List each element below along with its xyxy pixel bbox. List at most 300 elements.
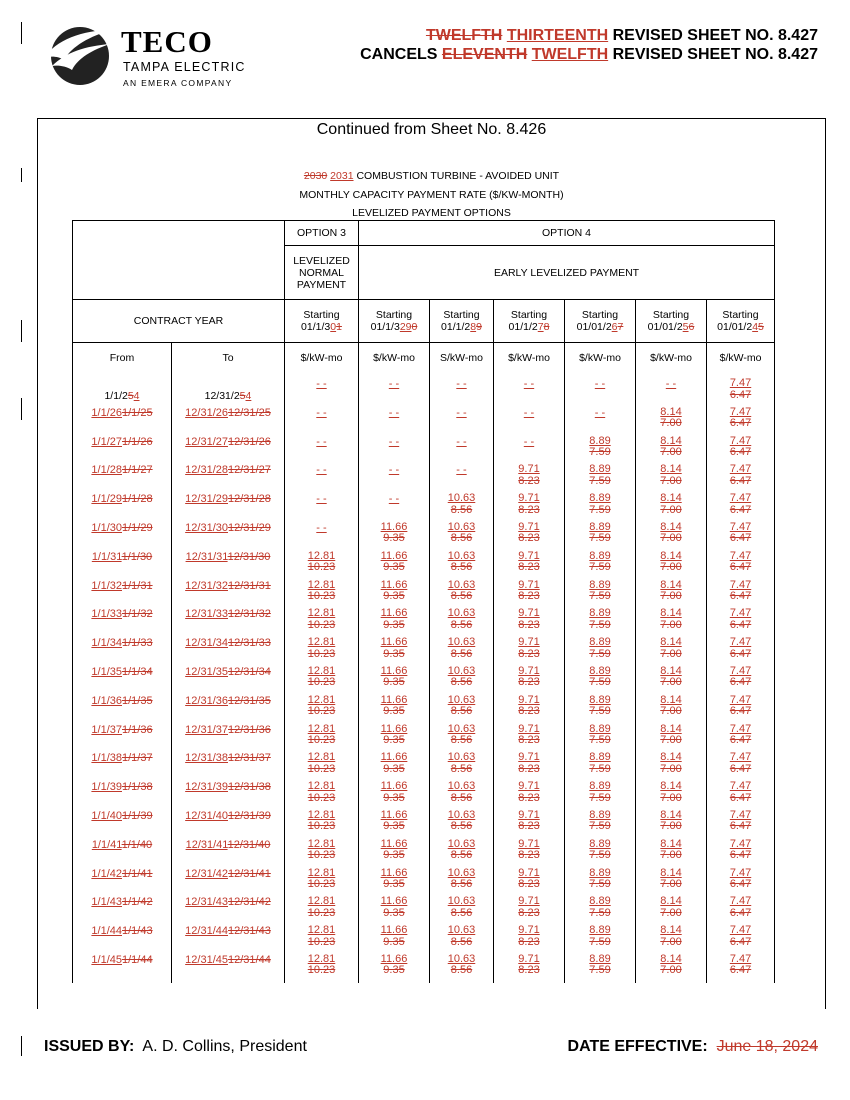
to-cell <box>172 868 285 897</box>
rate-value <box>308 608 336 631</box>
old-rate: 8.23 <box>518 561 540 574</box>
starting-date: 01/1/301 <box>301 321 342 333</box>
from-cell <box>73 378 172 407</box>
rate-value <box>660 551 681 574</box>
old-rate: 7.00 <box>660 417 682 430</box>
old-date: 12/31/37 <box>228 752 271 765</box>
starting-date: 01/01/256 <box>647 321 695 333</box>
old-rate: 10.23 <box>307 647 336 660</box>
rate-cell <box>707 378 775 407</box>
rate-value <box>589 781 610 804</box>
deleted-digit: 5 <box>239 390 246 402</box>
inserted-digit: 5 <box>682 321 689 333</box>
to-date <box>185 753 271 765</box>
table-row <box>73 954 775 983</box>
dash: - - <box>456 464 467 477</box>
rate-cell <box>707 781 775 810</box>
rate-cell <box>636 522 707 551</box>
from-cell <box>73 436 172 465</box>
rate-value <box>660 810 681 833</box>
rate-cell <box>707 608 775 637</box>
dash: - - <box>316 464 327 477</box>
dash: - - <box>316 406 327 419</box>
dash: - - <box>523 378 535 390</box>
rate-value <box>660 608 681 631</box>
new-rate: 11.66 <box>380 781 408 793</box>
old-rate: 6.47 <box>729 647 752 660</box>
from-date <box>91 523 152 535</box>
new-rate: 9.71 <box>518 953 540 965</box>
new-rate: 8.14 <box>660 694 682 706</box>
from-date <box>91 869 152 881</box>
dash: - - <box>388 435 400 448</box>
rate-value <box>660 580 681 603</box>
rate-value <box>456 379 466 391</box>
new-rate: 8.14 <box>660 493 682 505</box>
old-date: 12/31/44 <box>228 953 271 966</box>
old-rate: 7.00 <box>660 878 682 891</box>
rate-value <box>589 925 610 948</box>
levelized-normal-header <box>285 246 359 300</box>
new-rate: 8.89 <box>589 694 611 706</box>
rate-value <box>308 580 336 603</box>
new-rate: 7.47 <box>729 809 752 821</box>
new-date: 1/1/43 <box>91 896 122 909</box>
to-date <box>185 609 271 621</box>
rate-cell <box>707 724 775 753</box>
from-date <box>91 667 152 679</box>
old-rate: 7.00 <box>660 906 682 919</box>
rate-cell <box>494 522 565 551</box>
deleted-digit: 5 <box>127 390 134 402</box>
old-rate: 8.23 <box>518 647 540 660</box>
new-rate: 8.89 <box>589 464 611 476</box>
rate-value <box>660 868 681 891</box>
old-rate: 9.35 <box>383 964 405 977</box>
old-rate: 7.59 <box>589 734 611 747</box>
rate-value <box>316 494 326 506</box>
new-rate: 11.66 <box>380 637 408 649</box>
rate-cell <box>430 925 494 954</box>
old-rate: 8.23 <box>518 474 540 487</box>
old-rate: 7.59 <box>589 705 611 718</box>
rate-cell <box>359 724 430 753</box>
rate-cell <box>636 724 707 753</box>
rate-cell <box>285 493 359 522</box>
new-rate: 12.81 <box>307 809 336 821</box>
old-rate: 8.56 <box>450 791 473 804</box>
dash: - - <box>388 493 400 506</box>
rate-cell <box>359 464 430 493</box>
rate-value <box>381 695 408 718</box>
new-rate: 10.63 <box>447 608 476 620</box>
starting-date-header <box>285 300 359 343</box>
new-rate: 8.14 <box>660 953 682 965</box>
rate-value <box>381 810 408 833</box>
new-rate: 9.71 <box>518 521 540 533</box>
rate-value <box>518 637 539 660</box>
rate-cell <box>494 925 565 954</box>
starting-date-header <box>359 300 430 343</box>
rate-cell <box>636 868 707 897</box>
old-date: 1/1/33 <box>122 637 153 650</box>
old-rate: 10.23 <box>307 590 336 603</box>
rate-value <box>730 666 751 689</box>
rate-value <box>524 408 534 420</box>
old-date: 1/1/39 <box>122 809 153 822</box>
rate-value <box>456 437 466 449</box>
title-line-2: MONTHLY CAPACITY PAYMENT RATE ($/KW-MONTH) <box>299 189 564 201</box>
rate-value <box>518 695 539 718</box>
rate-value <box>660 925 681 948</box>
to-date <box>185 811 271 823</box>
rate-cell <box>494 436 565 465</box>
rate-value <box>381 637 408 660</box>
new-rate: 8.14 <box>660 406 682 418</box>
to-date <box>185 926 271 938</box>
table-row <box>73 436 775 465</box>
rate-cell <box>285 580 359 609</box>
new-rate: 9.71 <box>518 637 540 649</box>
old-date: 1/1/44 <box>122 953 153 966</box>
rate-value <box>518 724 539 747</box>
rate-cell <box>636 378 707 407</box>
table-row <box>73 839 775 868</box>
to-date <box>185 437 271 449</box>
old-rate: 8.56 <box>450 820 473 833</box>
rate-value <box>589 896 610 919</box>
rate-cell <box>359 868 430 897</box>
rate-value <box>660 464 681 487</box>
dash: - - <box>456 406 467 419</box>
to-cell <box>172 896 285 925</box>
old-date: 1/1/29 <box>122 521 153 534</box>
rate-value <box>730 551 751 574</box>
starting-date-header <box>494 300 565 343</box>
rate-value <box>381 868 408 891</box>
rate-value <box>448 522 476 545</box>
old-date: 1/1/28 <box>122 493 153 506</box>
old-rate: 8.23 <box>518 820 540 833</box>
new-rate: 10.63 <box>447 809 476 821</box>
new-rate: 9.71 <box>518 896 540 908</box>
from-cell <box>73 954 172 983</box>
dash: - - <box>316 521 327 534</box>
old-rate: 6.47 <box>729 734 752 747</box>
old-rate: 7.00 <box>660 935 682 948</box>
rate-cell <box>430 868 494 897</box>
new-date: 12/31/41 <box>185 838 228 851</box>
rate-value <box>308 752 336 775</box>
to-date <box>185 897 271 909</box>
rate-value <box>589 839 610 862</box>
rate-cell <box>636 580 707 609</box>
rate-value <box>660 637 681 660</box>
from-cell <box>73 464 172 493</box>
new-rate: 7.47 <box>729 925 752 937</box>
old-date: 12/31/26 <box>228 435 271 448</box>
rate-value <box>518 896 539 919</box>
table-row <box>73 752 775 781</box>
old-rate: 8.56 <box>450 964 473 977</box>
new-rate: 11.66 <box>380 665 408 677</box>
from-date <box>91 581 152 593</box>
old-date: 12/31/35 <box>228 694 271 707</box>
rate-cell <box>636 695 707 724</box>
new-rate: 11.66 <box>380 809 408 821</box>
new-rate: 8.89 <box>589 752 611 764</box>
old-rate: 9.35 <box>383 762 405 775</box>
rate-cell <box>430 637 494 666</box>
old-rate: 6.47 <box>729 417 752 430</box>
logo-company: AN EMERA COMPANY <box>123 78 233 88</box>
old-rate: 10.23 <box>307 906 336 919</box>
new-rate: 7.47 <box>729 781 752 793</box>
rate-value <box>389 408 399 420</box>
new-rate: 8.89 <box>589 809 611 821</box>
to-cell <box>172 551 285 580</box>
rate-cell <box>565 493 636 522</box>
rate-value <box>660 493 681 516</box>
old-rate: 7.00 <box>660 734 682 747</box>
rate-value <box>730 954 751 977</box>
to-cell <box>172 724 285 753</box>
old-rate: 8.23 <box>518 734 540 747</box>
from-cell <box>73 407 172 436</box>
table-row <box>73 666 775 695</box>
rate-value <box>730 637 751 660</box>
from-date <box>91 609 152 621</box>
old-rate: 6.47 <box>729 906 752 919</box>
to-date <box>185 523 271 535</box>
new-rate: 10.63 <box>447 896 476 908</box>
rate-cell <box>430 781 494 810</box>
starting-label: Starting <box>303 309 340 321</box>
starting-label: Starting <box>581 309 619 321</box>
starting-date: 01/01/245 <box>717 321 764 333</box>
starting-date-header <box>430 300 494 343</box>
old-rate: 6.47 <box>729 503 752 516</box>
old-rate: 7.00 <box>660 503 682 516</box>
old-rate: 7.59 <box>589 820 611 833</box>
new-rate: 7.47 <box>729 867 752 879</box>
rate-cell <box>430 436 494 465</box>
early-levelized-header: EARLY LEVELIZED PAYMENT <box>359 246 775 300</box>
inserted-digit: 4 <box>752 321 759 333</box>
old-rate: 10.23 <box>307 561 336 574</box>
from-header: From <box>73 343 172 373</box>
old-rate: 8.23 <box>518 791 540 804</box>
rate-cell <box>494 464 565 493</box>
old-rate: 8.56 <box>450 906 473 919</box>
rate-value <box>518 781 539 804</box>
rate-value <box>589 522 610 545</box>
new-rate: 10.63 <box>447 694 476 706</box>
starting-label: Starting <box>443 309 480 321</box>
rate-cell <box>636 551 707 580</box>
rate-value <box>316 523 326 535</box>
rate-value <box>448 896 476 919</box>
rate-cell <box>494 407 565 436</box>
rate-cell <box>285 810 359 839</box>
rate-value <box>518 551 539 574</box>
title-text: COMBUSTION TURBINE - AVOIDED UNIT <box>356 170 560 182</box>
to-cell <box>172 752 285 781</box>
old-date: 1/1/36 <box>122 723 153 736</box>
old-rate: 7.59 <box>589 647 611 660</box>
new-rate: 9.71 <box>518 493 540 505</box>
rate-cell <box>494 781 565 810</box>
rate-cell <box>285 608 359 637</box>
rate-cell <box>494 896 565 925</box>
table-row <box>73 925 775 954</box>
new-rate: 12.81 <box>307 752 336 764</box>
from-date <box>92 552 152 564</box>
new-date: 1/1/28 <box>91 464 122 477</box>
old-rate: 10.23 <box>307 734 336 747</box>
from-date <box>91 955 152 967</box>
new-rate: 9.71 <box>518 694 540 706</box>
rate-cell <box>565 378 636 407</box>
to-date <box>186 840 271 852</box>
new-date: 12/31/28 <box>185 464 228 477</box>
starting-date-header <box>636 300 707 343</box>
to-cell <box>172 666 285 695</box>
dash: - - <box>456 378 467 390</box>
rate-cell <box>359 637 430 666</box>
rate-cell <box>707 580 775 609</box>
rate-cell <box>494 580 565 609</box>
old-rate: 6.47 <box>729 820 752 833</box>
old-rate: 9.35 <box>383 878 405 891</box>
to-cell <box>172 925 285 954</box>
rate-value <box>595 379 605 391</box>
table-row <box>73 407 775 436</box>
from-cell <box>73 925 172 954</box>
rate-cell <box>285 925 359 954</box>
new-rate: 11.66 <box>380 579 408 591</box>
new-rate: 9.71 <box>518 867 540 879</box>
rate-value <box>589 608 610 631</box>
new-rate: 7.47 <box>729 521 752 533</box>
rate-value <box>589 810 610 833</box>
starting-date: 01/1/3290 <box>370 321 418 333</box>
rate-value <box>381 954 408 977</box>
rate-value <box>308 896 336 919</box>
new-rate: 8.89 <box>589 867 611 879</box>
from-cell <box>73 580 172 609</box>
rate-cell <box>636 896 707 925</box>
contract-year-header: CONTRACT YEAR <box>73 300 285 343</box>
deleted-digit: 5 <box>758 321 764 333</box>
new-rate: 8.14 <box>660 809 682 821</box>
rate-value <box>448 954 476 977</box>
starting-date: 01/1/278 <box>508 321 550 333</box>
to-cell <box>172 839 285 868</box>
from-cell <box>73 810 172 839</box>
new-rate: 11.66 <box>380 608 408 620</box>
rate-cell <box>707 868 775 897</box>
old-rate: 7.59 <box>589 964 611 977</box>
old-rate: 7.00 <box>660 532 682 545</box>
unit-header: S/kW-mo <box>430 343 494 373</box>
old-rate: 6.47 <box>729 762 752 775</box>
new-rate: 10.63 <box>447 953 476 965</box>
from-date <box>91 437 152 449</box>
from-date <box>91 782 152 794</box>
to-date <box>185 782 271 794</box>
dash: - - <box>665 378 677 390</box>
option-3-header: OPTION 3 <box>285 221 359 246</box>
old-date: 12/31/34 <box>228 665 271 678</box>
new-rate: 8.89 <box>589 493 611 505</box>
rate-value <box>456 465 466 477</box>
rate-cell <box>636 436 707 465</box>
rate-cell <box>359 839 430 868</box>
to-date <box>185 465 271 477</box>
rate-cell <box>565 781 636 810</box>
new-rate: 10.63 <box>447 781 476 793</box>
from-date <box>91 638 152 650</box>
rate-cell <box>285 551 359 580</box>
rate-value <box>381 522 408 545</box>
rate-value <box>666 379 676 391</box>
rate-cell <box>285 752 359 781</box>
rate-value <box>448 637 476 660</box>
rate-cell <box>565 839 636 868</box>
deleted-text: ELEVENTH <box>441 46 528 63</box>
rate-cell <box>285 637 359 666</box>
revision-bar <box>21 168 22 182</box>
new-rate: 11.66 <box>380 723 408 735</box>
new-rate: 7.47 <box>729 665 752 677</box>
new-rate: 8.14 <box>660 435 682 447</box>
old-date: 1/1/26 <box>122 435 153 448</box>
to-date <box>185 667 271 679</box>
new-date: 12/31/27 <box>185 435 228 448</box>
rate-value <box>518 522 539 545</box>
new-rate: 10.63 <box>447 550 476 562</box>
old-rate: 6.47 <box>729 705 752 718</box>
old-date: 12/31/43 <box>228 925 271 938</box>
new-rate: 11.66 <box>380 752 408 764</box>
new-rate: 8.89 <box>589 579 611 591</box>
rate-value <box>660 781 681 804</box>
rate-value <box>730 839 751 862</box>
new-date: 1/1/30 <box>91 521 122 534</box>
old-rate: 6.47 <box>729 964 752 977</box>
old-rate: 7.59 <box>589 791 611 804</box>
unit-header: $/kW-mo <box>359 343 430 373</box>
old-rate: 10.23 <box>307 878 336 891</box>
new-rate: 8.89 <box>589 608 611 620</box>
from-cell <box>73 666 172 695</box>
old-rate: 7.59 <box>589 590 611 603</box>
new-date: 1/1/37 <box>91 723 122 736</box>
table-row <box>73 378 775 407</box>
old-rate: 7.59 <box>589 618 611 631</box>
rate-cell <box>430 695 494 724</box>
deleted-digit: 1 <box>336 321 342 333</box>
logo-subtitle: TAMPA ELECTRIC <box>123 60 246 74</box>
rate-cell <box>494 810 565 839</box>
old-rate: 7.00 <box>660 791 682 804</box>
rate-value <box>448 810 476 833</box>
rate-value <box>730 608 751 631</box>
sheet-text: REVISED SHEET NO. 8.427 <box>612 46 818 63</box>
rate-value <box>381 781 408 804</box>
teco-swoosh-icon <box>42 22 114 86</box>
